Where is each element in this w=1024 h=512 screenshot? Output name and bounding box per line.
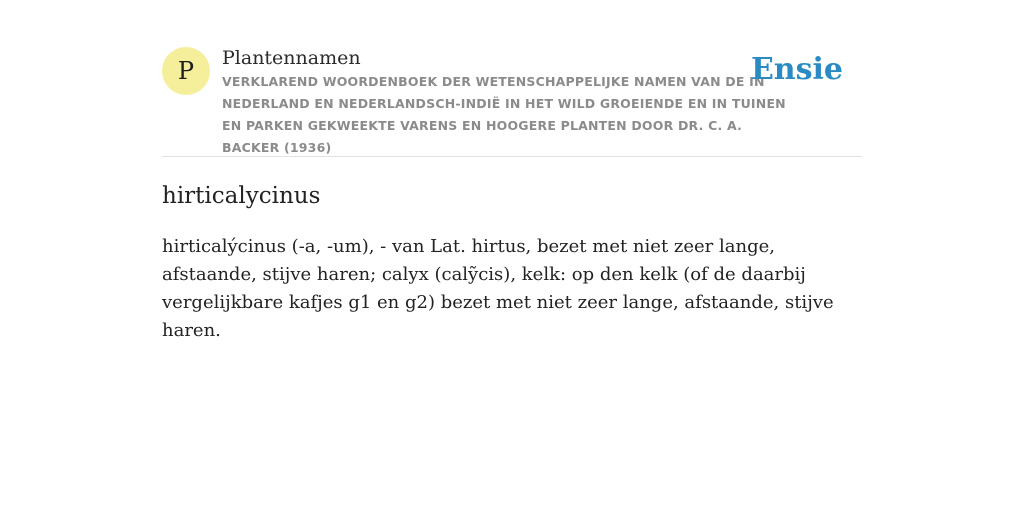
- entry-definition: hirticalýcinus (-a, -um), - van Lat. hirtus, bezet met niet zeer lange, afstaande, stijve haren; calyx (calỹcis), kelk: op den kelk (of de daarbij vergelijkbare kafjes g1 en g2) bezet met niet zeer lange, afstaande, stijve haren.: [162, 236, 834, 341]
- entry-card: [162, 0, 862, 345]
- ensie-logo-link[interactable]: Ensie: [750, 52, 843, 87]
- source-header: [162, 0, 862, 157]
- source-info: [222, 45, 792, 159]
- entry-content: [162, 157, 862, 345]
- entry-term: hirticalycinus: [162, 183, 321, 209]
- source-subtitle: VERKLAREND WOORDENBOEK DER WETENSCHAPPELIJKE NAMEN VAN DE IN NEDERLAND EN NEDERLANDSCH-INDIË IN HET WILD GROEIENDE EN IN TUINEN EN PARKEN GEKWEEKTE VARENS EN HOOGERE PLANTEN DOOR DR. C. A. BACKER (1936): [222, 74, 786, 155]
- source-title[interactable]: Plantennamen: [222, 47, 361, 69]
- source-avatar: P: [162, 47, 210, 95]
